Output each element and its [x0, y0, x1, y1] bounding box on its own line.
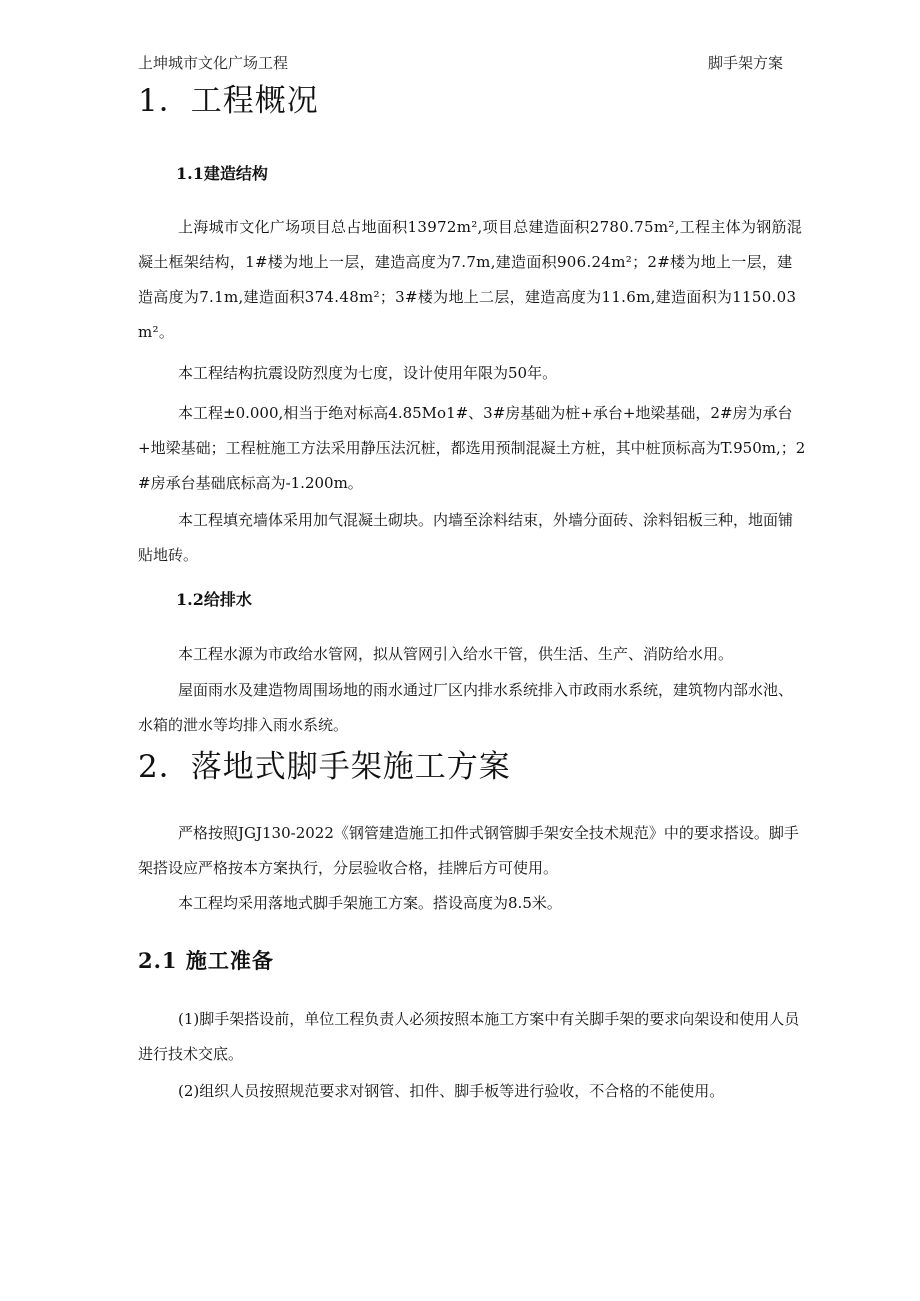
paragraph-seismic: 本工程结构抗震设防烈度为七度，设计使用年限为50年。: [178, 364, 558, 382]
paragraph-water-source: 本工程水源为市政给水管网，拟从管网引入给水干管，供生活、生产、消防给水用。: [178, 645, 734, 663]
paragraph-standard: 严格按照JGJ130-2022《钢管建造施工扣件式钢管脚手架安全技术规范》中的要求搭设。脚手架搭设应严格按本方案执行，分层验收合格，挂牌后方可使用。: [138, 824, 799, 877]
section-1-1-title: 1.1建造结构: [176, 164, 268, 183]
header-doc-type: 脚手架方案: [708, 54, 784, 72]
section-2-title: 2．落地式脚手架施工方案: [138, 749, 511, 785]
paragraph-infill-wall: 本工程填充墙体采用加气混凝土砌块。内墙至涂料结束，外墙分面砖、涂料铝板三种，地面铺贴地砖。: [138, 511, 794, 564]
paragraph-prep-1: (1)脚手架搭设前，单位工程负责人必须按照本施工方案中有关脚手架的要求向架设和使用人员进行技术交底。: [138, 1010, 800, 1063]
paragraph-height: 本工程均采用落地式脚手架施工方案。搭设高度为8.5米。: [178, 894, 562, 912]
section-1-2-title: 1.2给排水: [176, 590, 252, 609]
paragraph-building-area: 上海城市文化广场项目总占地面积13972m²,项目总建造面积2780.75m²,工程主体为钢筋混凝土框架结构，1#楼为地上一层，建造高度为7.7m,建造面积906.24m²；2#楼为地上一层，建造高度为7.1m,建造面积374.48m²；3#楼为地上二层，建造高度为11.6m,建造面积为1150.03m²。: [138, 218, 803, 341]
header-project-name: 上坤城市文化广场工程: [138, 54, 289, 72]
paragraph-drainage: 屋面雨水及建造物周围场地的雨水通过厂区内排水系统排入市政雨水系统，建筑物内部水池、水箱的泄水等均排入雨水系统。: [138, 681, 794, 734]
section-2-1-title: 2.1 施工准备: [138, 948, 274, 973]
section-1-title: 1．工程概况: [138, 83, 319, 119]
paragraph-foundation: 本工程±0.000,相当于绝对标高4.85Mo1#、3#房基础为桩+承台+地梁基础，2#房为承台+地梁基础；工程桩施工方法采用静压法沉桩，都选用预制混凝土方桩，其中桩顶标高为T.950m,；2#房承台基础底标高为-1.200m。: [138, 404, 806, 492]
paragraph-prep-2: (2)组织人员按照规范要求对钢管、扣件、脚手板等进行验收，不合格的不能使用。: [178, 1082, 725, 1100]
